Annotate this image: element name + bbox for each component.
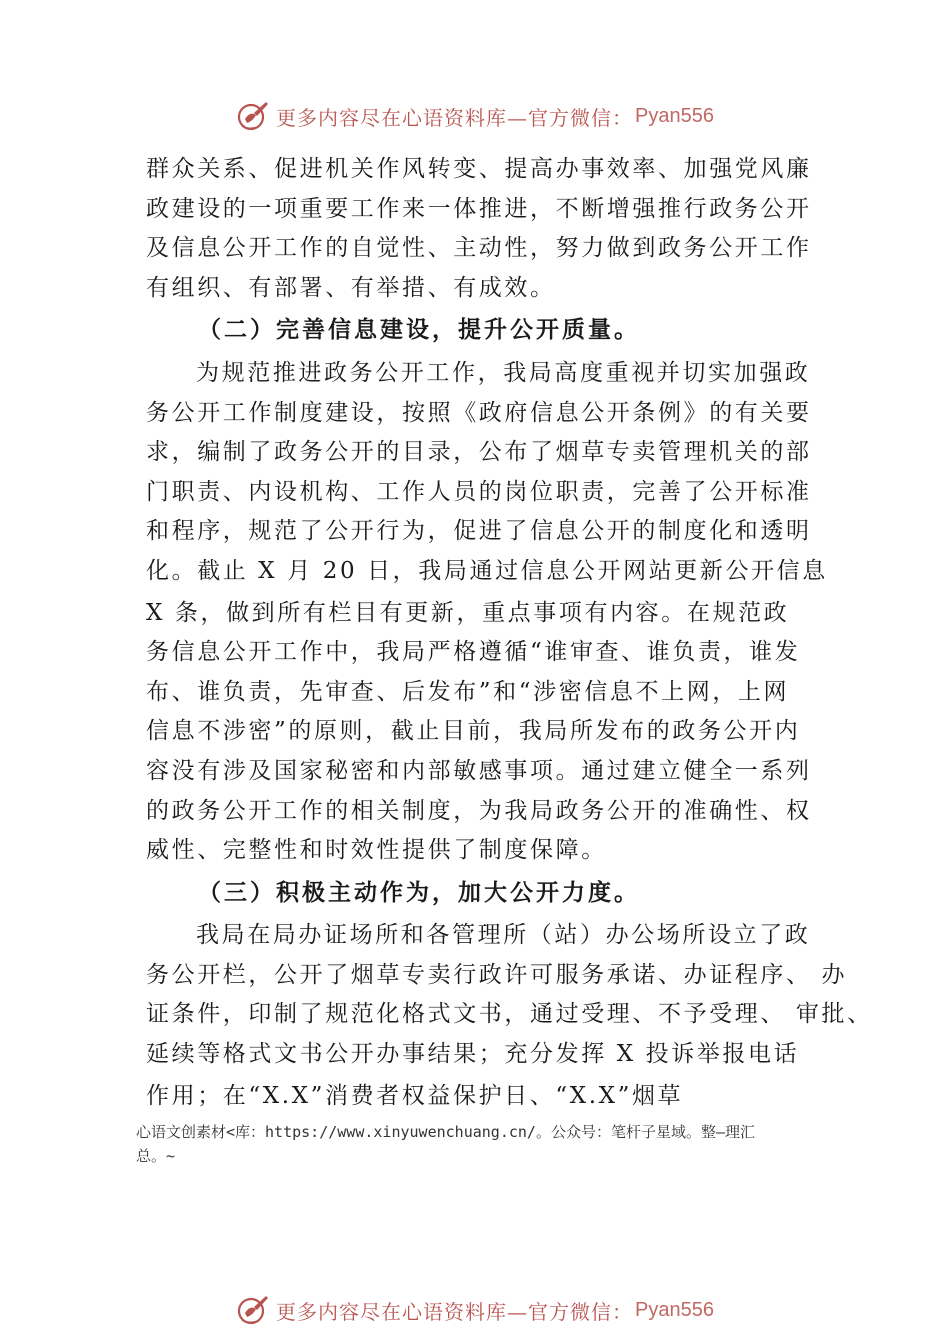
text-line: 门职责、内设机构、工作人员的岗位职责，完善了公开标准	[146, 478, 812, 505]
text-line: 为规范推进政务公开工作，我局高度重视并切实加强政	[196, 359, 811, 386]
footnote-line: 心语文创素材<库：https://www.xinyuwenchuang.cn/。公众号：笔杆子星域。整—理汇	[136, 1123, 755, 1141]
text-line: 求，编制了政务公开的目录，公布了烟草专卖管理机关的部	[146, 439, 812, 466]
writing-hand-logo-icon	[236, 99, 270, 133]
source-footnote	[136, 1120, 816, 1168]
header-brand-text: 更多内容尽在心语资料库—官方微信：	[276, 105, 634, 130]
footer-wechat-id: Pyan556	[635, 1298, 714, 1321]
section-heading: （三）积极主动作为，加大公开力度。	[198, 878, 640, 906]
footer-brand-text: 更多内容尽在心语资料库—官方微信：	[276, 1299, 634, 1324]
text-line: 证条件，印制了规范化格式文书，通过受理、不予受理、 审批、	[146, 1001, 873, 1028]
text-line: 有组织、有部署、有举措、有成效。	[146, 274, 556, 301]
text-line: 延续等格式文书公开办事结果；充分发挥 X 投诉举报电话	[146, 1041, 800, 1068]
writing-hand-logo-icon	[236, 1293, 270, 1327]
header-wechat-id: Pyan556	[635, 104, 714, 127]
section-heading: （二）完善信息建设，提升公开质量。	[198, 316, 640, 344]
text-line: 布、谁负责，先审查、后发布”和“涉密信息不上网，上网	[146, 678, 790, 705]
text-line: 威性、完整性和时效性提供了制度保障。	[146, 837, 607, 864]
footnote-line: 总。~	[136, 1147, 176, 1165]
text-line: 的政务公开工作的相关制度，为我局政务公开的准确性、权	[146, 797, 812, 824]
text-line: 和程序，规范了公开行为，促进了信息公开的制度化和透明	[146, 518, 812, 545]
text-line: 化。截止 X 月 20 日，我局通过信息公开网站更新公开信息	[146, 557, 828, 584]
header-banner	[0, 96, 950, 136]
text-line: 我局在局办证场所和各管理所（站）办公场所设立了政	[196, 922, 811, 949]
text-line: 信息不涉密”的原则，截止目前，我局所发布的政务公开内	[146, 718, 801, 745]
footer-banner	[0, 1290, 950, 1330]
document-body	[146, 150, 873, 1116]
text-line: 作用；在“X.X”消费者权益保护日、“X.X”烟草	[146, 1082, 684, 1109]
text-line: 群众关系、促进机关作风转变、提高办事效率、加强党风廉	[146, 156, 812, 182]
text-line: 务公开栏，公开了烟草专卖行政许可服务承诺、办证程序、 办	[146, 961, 848, 988]
text-line: 政建设的一项重要工作来一体推进，不断增强推行政务公开	[146, 195, 812, 222]
text-line: 务信息公开工作中，我局严格遵循“谁审查、谁负责，谁发	[146, 639, 801, 666]
text-line: 务公开工作制度建设，按照《政府信息公开条例》的有关要	[146, 399, 812, 426]
text-line: 容没有涉及国家秘密和内部敏感事项。通过建立健全一系列	[146, 757, 812, 784]
text-line: X 条，做到所有栏目有更新，重点事项有内容。在规范政	[146, 599, 790, 626]
text-line: 及信息公开工作的自觉性、主动性，努力做到政务公开工作	[146, 235, 812, 262]
